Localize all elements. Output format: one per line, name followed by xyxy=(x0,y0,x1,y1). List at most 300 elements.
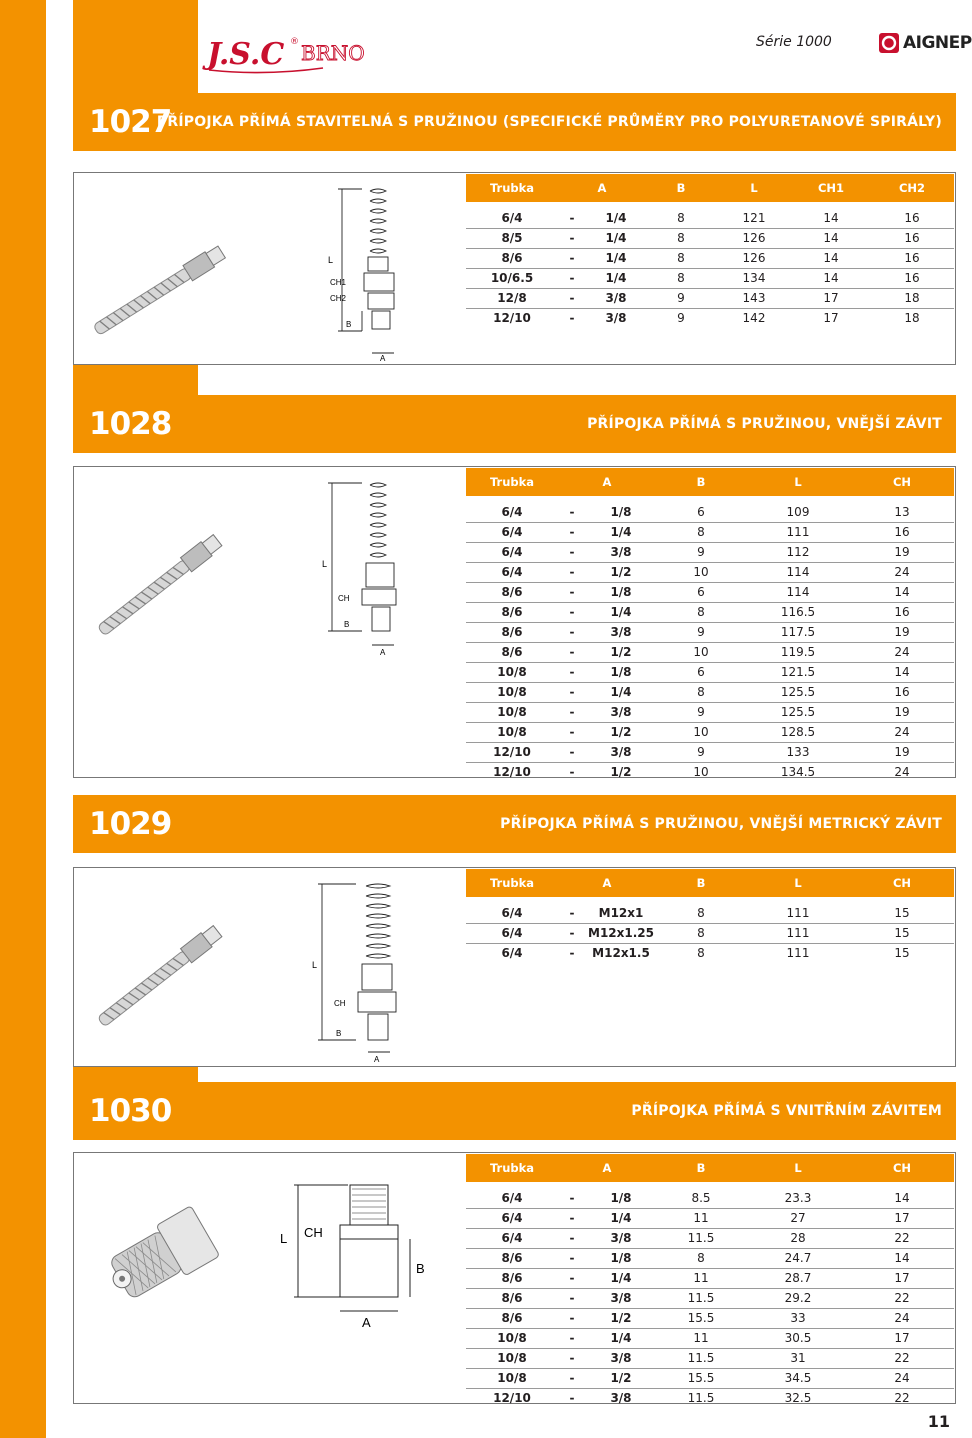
table-cell: 1/4 xyxy=(586,1268,656,1288)
table-cell: 8/6 xyxy=(466,1308,558,1328)
table-header-row xyxy=(466,468,954,496)
table-cell: 11 xyxy=(656,1268,746,1288)
table-header-row xyxy=(466,1154,954,1182)
section-header-1028 xyxy=(73,395,956,453)
table-cell: 3/8 xyxy=(586,288,646,308)
table-cell: 14 xyxy=(792,268,870,288)
dim-label-b: B xyxy=(344,620,350,629)
dim-label-b: B xyxy=(346,320,352,329)
table-cell: 11.5 xyxy=(656,1288,746,1308)
table-row xyxy=(466,682,954,702)
dim-label-ch2: CH2 xyxy=(330,294,347,303)
table-cell: - xyxy=(558,542,586,562)
table-cell: - xyxy=(558,288,586,308)
table-cell: 28 xyxy=(746,1228,850,1248)
table-row xyxy=(466,923,954,943)
technical-drawing-1028 xyxy=(322,475,462,655)
table-row xyxy=(466,622,954,642)
aignep-logo: AIGNEP xyxy=(878,30,972,56)
table-cell: 22 xyxy=(850,1288,954,1308)
table-cell: 19 xyxy=(850,702,954,722)
table-cell: 9 xyxy=(656,542,746,562)
table-cell: 19 xyxy=(850,542,954,562)
table-cell: 6/4 xyxy=(501,210,523,225)
table-cell: 29.2 xyxy=(746,1288,850,1308)
table-cell: - xyxy=(558,1228,586,1248)
table-cell: 8 xyxy=(656,923,746,943)
column-header: A xyxy=(558,468,656,496)
table-row xyxy=(466,1228,954,1248)
table-cell: - xyxy=(558,1268,586,1288)
table-cell: 15.5 xyxy=(656,1368,746,1388)
table-cell: 34.5 xyxy=(746,1368,850,1388)
table-cell: 8 xyxy=(646,248,716,268)
svg-text:BRNO: BRNO xyxy=(301,41,365,65)
aignep-mark-icon xyxy=(878,32,900,54)
table-row xyxy=(466,602,954,622)
table-row xyxy=(466,662,954,682)
table-cell: - xyxy=(558,662,586,682)
table-cell: 8 xyxy=(656,943,746,963)
table-cell: 16 xyxy=(850,682,954,702)
table-cell: 17 xyxy=(850,1328,954,1348)
dim-label-ch: CH xyxy=(338,594,350,603)
table-cell: 125.5 xyxy=(746,682,850,702)
table-cell: 8 xyxy=(656,1248,746,1268)
table-cell: 16 xyxy=(870,228,954,248)
table-cell: 28.7 xyxy=(746,1268,850,1288)
table-cell: 8 xyxy=(656,602,746,622)
table-cell: 6/4 xyxy=(466,923,558,943)
table-cell: 8.5 xyxy=(691,1190,711,1205)
table-cell: 6/4 xyxy=(466,1208,558,1228)
section-title: PŘÍPOJKA PŘÍMÁ S PRUŽINOU, VNĚJŠÍ ZÁVIT xyxy=(587,416,942,432)
dim-label-a: A xyxy=(380,354,386,363)
table-cell: 8 xyxy=(697,905,705,920)
table-cell: 1/4 xyxy=(586,1208,656,1228)
section-title: PŘÍPOJKA PŘÍMÁ S PRUŽINOU, VNĚJŠÍ METRICKÝ ZÁVIT xyxy=(500,816,942,832)
table-cell: 10/8 xyxy=(466,682,558,702)
table-cell: 1/4 xyxy=(605,210,627,225)
dim-label-L: L xyxy=(312,960,318,970)
table-cell: 8/6 xyxy=(466,602,558,622)
section-code: 1027 xyxy=(89,104,172,140)
dim-label-L: L xyxy=(322,559,328,569)
dim-label-ch: CH xyxy=(334,999,346,1008)
table-row xyxy=(466,522,954,542)
table-cell: 12/10 xyxy=(466,308,558,328)
table-cell: 9 xyxy=(656,622,746,642)
table-cell: 24.7 xyxy=(746,1248,850,1268)
table-cell: 19 xyxy=(850,742,954,762)
table-cell: 8 xyxy=(656,522,746,542)
table-cell: 30.5 xyxy=(746,1328,850,1348)
table-cell: 3/8 xyxy=(586,1288,656,1308)
dim-label-a: A xyxy=(374,1055,380,1064)
series-label: Série 1000 xyxy=(756,34,832,50)
table-cell: 10 xyxy=(656,722,746,742)
table-cell: 121 xyxy=(742,210,766,225)
table-row xyxy=(466,1368,954,1388)
table-cell: 111 xyxy=(746,923,850,943)
table-cell: - xyxy=(558,1288,586,1308)
table-cell: - xyxy=(558,522,586,542)
table-row xyxy=(466,702,954,722)
table-cell: 3/8 xyxy=(586,742,656,762)
table-cell: 3/8 xyxy=(586,542,656,562)
table-cell: 10/6.5 xyxy=(466,268,558,288)
table-cell: 12/10 xyxy=(466,742,558,762)
section-header-1029 xyxy=(73,795,956,853)
table-cell: 24 xyxy=(850,642,954,662)
jsc-brno-logo xyxy=(205,30,395,80)
column-header: Trubka xyxy=(466,869,558,897)
table-row xyxy=(466,1208,954,1228)
table-row xyxy=(466,1388,954,1408)
column-header: A xyxy=(558,174,646,202)
table-row xyxy=(466,496,954,522)
column-header: CH xyxy=(850,869,954,897)
table-cell: 119.5 xyxy=(746,642,850,662)
table-cell: - xyxy=(558,923,586,943)
table-cell: 17 xyxy=(792,308,870,328)
table-cell: 1/4 xyxy=(586,268,646,288)
table-cell: 11 xyxy=(656,1208,746,1228)
table-cell: 1/4 xyxy=(586,248,646,268)
table-cell: 114 xyxy=(746,582,850,602)
table-cell: 1/8 xyxy=(610,1190,632,1205)
table-cell: - xyxy=(558,1248,586,1268)
fitting-photo-1029 xyxy=(84,908,244,1038)
table-cell: 116.5 xyxy=(746,602,850,622)
table-cell: 1/4 xyxy=(586,602,656,622)
table-row xyxy=(466,897,954,923)
dim-label-ch1: CH1 xyxy=(330,278,347,287)
table-cell: 14 xyxy=(850,582,954,602)
table-cell: 27 xyxy=(746,1208,850,1228)
table-cell: - xyxy=(558,582,586,602)
table-cell: - xyxy=(558,602,586,622)
table-cell: - xyxy=(558,682,586,702)
table-cell: 14 xyxy=(894,1190,910,1205)
table-cell: - xyxy=(558,1208,586,1228)
table-cell: 133 xyxy=(746,742,850,762)
section-header-1027 xyxy=(73,93,956,151)
table-cell: 112 xyxy=(746,542,850,562)
table-cell: 32.5 xyxy=(746,1388,850,1408)
table-cell: 111 xyxy=(786,905,810,920)
column-header: L xyxy=(746,869,850,897)
table-cell: 10/8 xyxy=(466,662,558,682)
table-cell: - xyxy=(558,1368,586,1388)
table-cell: 6/4 xyxy=(501,905,523,920)
table-cell: 1/2 xyxy=(586,1368,656,1388)
table-cell: - xyxy=(558,268,586,288)
fitting-photo-1030 xyxy=(94,1199,244,1309)
fitting-photo-1027 xyxy=(84,233,244,343)
table-cell: 1/2 xyxy=(586,1308,656,1328)
table-cell: 11.5 xyxy=(656,1388,746,1408)
table-cell: 128.5 xyxy=(746,722,850,742)
table-cell: 10 xyxy=(656,642,746,662)
table-cell: 10/8 xyxy=(466,722,558,742)
column-header: B xyxy=(656,869,746,897)
table-cell: - xyxy=(558,1388,586,1408)
table-header-row xyxy=(466,174,954,202)
svg-text:J.S.C: J.S.C xyxy=(207,37,285,72)
left-accent-strip xyxy=(0,0,46,1438)
table-cell: - xyxy=(558,228,586,248)
table-cell: 10 xyxy=(656,762,746,782)
table-cell: 14 xyxy=(792,248,870,268)
table-cell: 22 xyxy=(850,1388,954,1408)
technical-drawing-1029 xyxy=(306,874,456,1064)
table-row xyxy=(466,1268,954,1288)
table-cell: 12/10 xyxy=(466,1388,558,1408)
table-cell: 1/8 xyxy=(586,582,656,602)
product-panel-1028 xyxy=(73,466,956,778)
table-cell: 8/6 xyxy=(466,1268,558,1288)
table-cell: 8/6 xyxy=(466,1248,558,1268)
accent-strip-1030 xyxy=(73,1067,198,1082)
table-row xyxy=(466,542,954,562)
table-row xyxy=(466,1348,954,1368)
svg-text:®: ® xyxy=(290,37,299,47)
section-header-1030 xyxy=(73,1082,956,1140)
table-row xyxy=(466,228,954,248)
table-cell: 1/4 xyxy=(586,682,656,702)
table-cell: 17 xyxy=(850,1208,954,1228)
column-header: L xyxy=(746,1154,850,1182)
table-cell: 142 xyxy=(716,308,792,328)
table-cell: - xyxy=(558,308,586,328)
table-cell: 6/4 xyxy=(466,562,558,582)
table-cell: 1/4 xyxy=(586,1328,656,1348)
table-cell: M12x1.25 xyxy=(586,923,656,943)
spec-table-1030 xyxy=(466,1154,954,1408)
section-title: PŘÍPOJKA PŘÍMÁ STAVITELNÁ S PRUŽINOU (SPECIFICKÉ PRŮMĚRY PRO POLYURETANOVÉ SPIRÁLY) xyxy=(156,114,942,130)
table-cell: 1/2 xyxy=(586,722,656,742)
table-cell: 15 xyxy=(850,923,954,943)
table-row xyxy=(466,1288,954,1308)
table-cell: - xyxy=(558,762,586,782)
table-cell: - xyxy=(569,1190,575,1205)
column-header: A xyxy=(558,869,656,897)
dim-label-a: A xyxy=(362,1315,371,1330)
table-cell: 14 xyxy=(823,210,839,225)
table-row xyxy=(466,248,954,268)
table-cell: 10/8 xyxy=(466,702,558,722)
table-row xyxy=(466,308,954,328)
table-cell: 3/8 xyxy=(586,622,656,642)
table-cell: 143 xyxy=(716,288,792,308)
table-row xyxy=(466,722,954,742)
table-cell: 10 xyxy=(656,562,746,582)
column-header: L xyxy=(746,468,850,496)
top-accent-strip-1027 xyxy=(73,0,198,93)
table-cell: 18 xyxy=(870,308,954,328)
dim-label-a: A xyxy=(380,648,386,657)
column-header: B xyxy=(656,1154,746,1182)
table-cell: 18 xyxy=(870,288,954,308)
table-cell: 8 xyxy=(677,210,685,225)
table-cell: 9 xyxy=(656,702,746,722)
table-cell: 24 xyxy=(850,762,954,782)
table-cell: 14 xyxy=(850,1248,954,1268)
column-header: B xyxy=(646,174,716,202)
table-cell: 31 xyxy=(746,1348,850,1368)
table-cell: 9 xyxy=(646,308,716,328)
table-cell: 6/4 xyxy=(466,1228,558,1248)
table-cell: - xyxy=(558,642,586,662)
column-header: B xyxy=(656,468,746,496)
table-cell: 3/8 xyxy=(586,1388,656,1408)
table-cell: 126 xyxy=(716,248,792,268)
table-cell: 1/2 xyxy=(586,762,656,782)
table-cell: 33 xyxy=(746,1308,850,1328)
section-code: 1028 xyxy=(89,406,172,442)
table-cell: - xyxy=(569,210,575,225)
table-cell: 111 xyxy=(746,943,850,963)
table-cell: 3/8 xyxy=(586,702,656,722)
table-cell: 8/6 xyxy=(466,582,558,602)
section-code: 1029 xyxy=(89,806,172,842)
product-panel-1030 xyxy=(73,1152,956,1404)
table-cell: 22 xyxy=(850,1348,954,1368)
table-cell: - xyxy=(558,943,586,963)
table-cell: 1/8 xyxy=(586,1248,656,1268)
table-cell: 6 xyxy=(656,582,746,602)
table-cell: 1/4 xyxy=(586,228,646,248)
fitting-photo-1028 xyxy=(84,517,244,647)
table-cell: - xyxy=(558,1328,586,1348)
table-cell: 11.5 xyxy=(656,1228,746,1248)
table-cell: - xyxy=(558,702,586,722)
spec-table-1029 xyxy=(466,869,954,963)
table-cell: 134 xyxy=(716,268,792,288)
table-cell: 3/8 xyxy=(586,1228,656,1248)
table-row xyxy=(466,1328,954,1348)
table-cell: 1/8 xyxy=(586,662,656,682)
accent-strip-1028 xyxy=(73,365,198,395)
column-header: Trubka xyxy=(466,174,558,202)
table-cell: 11.5 xyxy=(656,1348,746,1368)
table-cell: - xyxy=(558,722,586,742)
table-cell: 16 xyxy=(850,522,954,542)
table-row xyxy=(466,1308,954,1328)
dim-label-b: B xyxy=(336,1029,342,1038)
table-cell: 16 xyxy=(870,248,954,268)
table-cell: 22 xyxy=(850,1228,954,1248)
table-cell: - xyxy=(558,742,586,762)
table-cell: 6/4 xyxy=(501,504,523,519)
table-row xyxy=(466,582,954,602)
table-row xyxy=(466,562,954,582)
table-cell: 6/4 xyxy=(501,1190,523,1205)
column-header: Trubka xyxy=(466,468,558,496)
column-header: CH xyxy=(850,1154,954,1182)
table-cell: 8 xyxy=(656,682,746,702)
table-cell: 17 xyxy=(850,1268,954,1288)
table-cell: 121.5 xyxy=(746,662,850,682)
table-cell: 6/4 xyxy=(466,943,558,963)
table-cell: 10/8 xyxy=(466,1328,558,1348)
table-cell: 3/8 xyxy=(586,1348,656,1368)
table-cell: 24 xyxy=(850,1368,954,1388)
table-row xyxy=(466,1248,954,1268)
table-cell: - xyxy=(569,905,575,920)
table-cell: 16 xyxy=(870,268,954,288)
table-cell: 23.3 xyxy=(784,1190,812,1205)
table-cell: 6/4 xyxy=(466,542,558,562)
table-cell: M12x1 xyxy=(598,905,644,920)
product-panel-1027 xyxy=(73,172,956,365)
table-cell: - xyxy=(558,562,586,582)
column-header: L xyxy=(716,174,792,202)
table-cell: - xyxy=(558,248,586,268)
table-cell: 12/8 xyxy=(466,288,558,308)
table-cell: 1/8 xyxy=(610,504,632,519)
table-row xyxy=(466,943,954,963)
table-cell: 9 xyxy=(656,742,746,762)
table-cell: - xyxy=(569,504,575,519)
table-cell: 1/4 xyxy=(586,522,656,542)
technical-drawing-1027 xyxy=(322,181,462,361)
table-cell: 24 xyxy=(850,722,954,742)
table-cell: 10/8 xyxy=(466,1348,558,1368)
dim-label-L: L xyxy=(328,255,334,265)
table-cell: 14 xyxy=(850,662,954,682)
column-header: A xyxy=(558,1154,656,1182)
table-cell: M12x1.5 xyxy=(586,943,656,963)
table-cell: 6/4 xyxy=(466,522,558,542)
table-cell: 8 xyxy=(646,268,716,288)
table-cell: 8/6 xyxy=(466,248,558,268)
column-header: CH1 xyxy=(792,174,870,202)
table-cell: 15.5 xyxy=(656,1308,746,1328)
dim-label-ch: CH xyxy=(304,1225,323,1240)
table-cell: 8 xyxy=(646,228,716,248)
section-title: PŘÍPOJKA PŘÍMÁ S VNITŘNÍM ZÁVITEM xyxy=(631,1103,942,1119)
table-cell: 14 xyxy=(792,228,870,248)
table-cell: 8/6 xyxy=(466,642,558,662)
table-cell: 17 xyxy=(792,288,870,308)
table-cell: 15 xyxy=(850,943,954,963)
table-row xyxy=(466,202,954,228)
table-cell: 9 xyxy=(646,288,716,308)
table-cell: - xyxy=(558,1308,586,1328)
table-cell: 1/2 xyxy=(586,562,656,582)
table-cell: 109 xyxy=(786,504,810,519)
table-cell: 111 xyxy=(746,522,850,542)
table-row xyxy=(466,762,954,782)
column-header: CH2 xyxy=(870,174,954,202)
table-row xyxy=(466,642,954,662)
column-header: Trubka xyxy=(466,1154,558,1182)
table-row xyxy=(466,1182,954,1208)
spec-table-1028 xyxy=(466,468,954,782)
page-number: 11 xyxy=(927,1412,950,1431)
table-cell: 12/10 xyxy=(466,762,558,782)
table-cell: 117.5 xyxy=(746,622,850,642)
dim-label-b: B xyxy=(416,1261,425,1276)
table-cell: 134.5 xyxy=(746,762,850,782)
table-cell: 16 xyxy=(904,210,920,225)
table-header-row xyxy=(466,869,954,897)
table-cell: 24 xyxy=(850,1308,954,1328)
dim-label-L: L xyxy=(280,1231,288,1246)
column-header: CH xyxy=(850,468,954,496)
